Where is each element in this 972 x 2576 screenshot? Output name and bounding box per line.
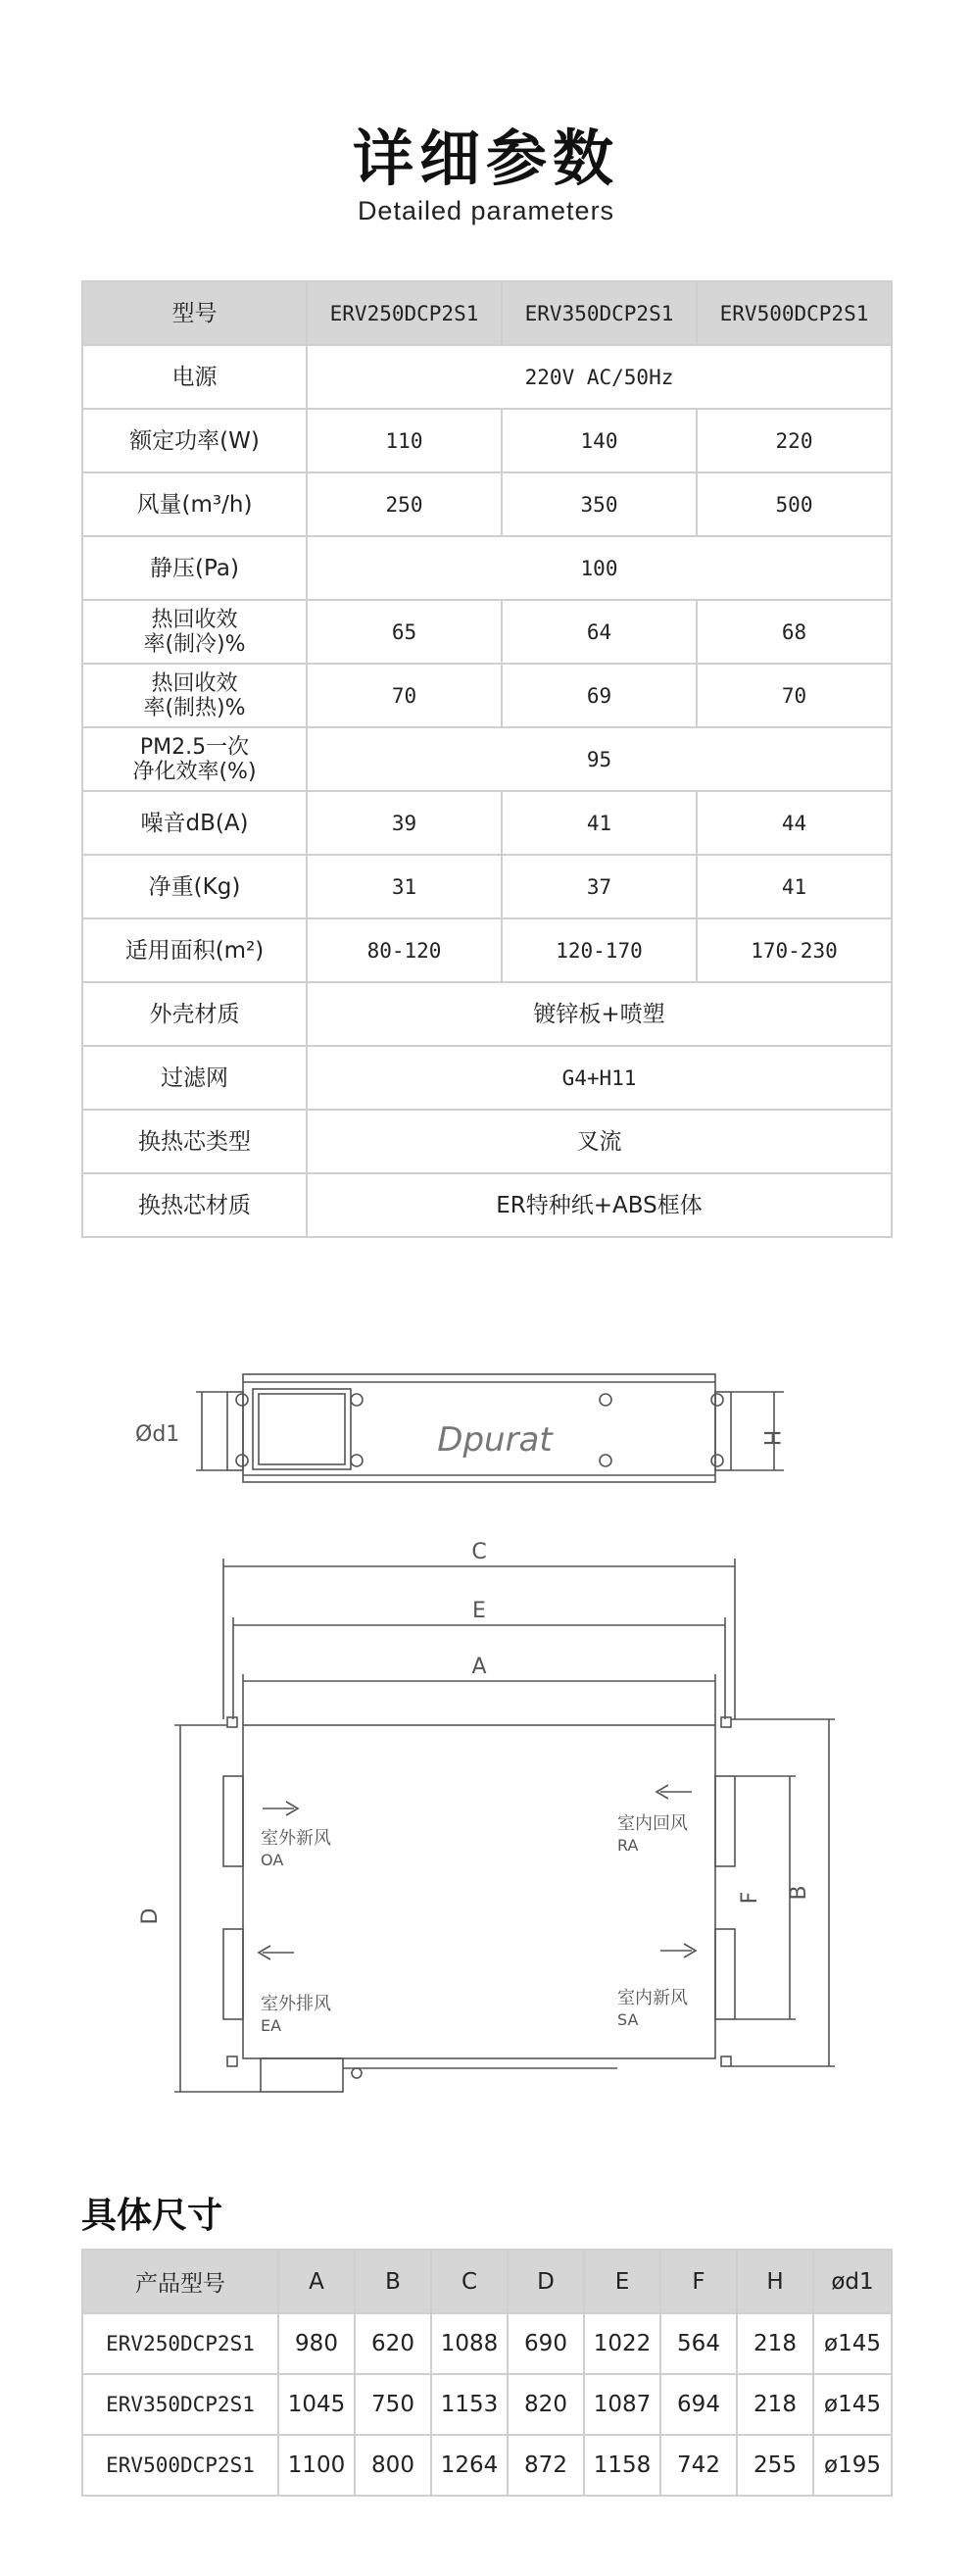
table-row — [82, 2313, 892, 2374]
spec-value: 95 — [307, 727, 892, 791]
dim-header: B — [355, 2250, 431, 2313]
spec-value: 31 — [307, 855, 502, 918]
model-header: ERV250DCP2S1 — [307, 281, 502, 345]
spec-value: 70 — [697, 664, 892, 727]
dim-value: 1087 — [584, 2374, 660, 2435]
spec-value: 220 — [697, 409, 892, 472]
spec-label: 静压(Pa) — [82, 536, 307, 600]
dim-value: 1022 — [584, 2313, 660, 2374]
spec-row-heat-recovery-cooling — [82, 600, 892, 664]
ra-label: 室内回风 — [617, 1813, 688, 1834]
table-row — [82, 2374, 892, 2435]
filter-hatch — [253, 1389, 351, 1469]
dim-value: 1088 — [431, 2313, 508, 2374]
h-label: H — [758, 1429, 783, 1447]
oa-label: 室外新风 — [261, 1828, 331, 1849]
sa-code: SA — [617, 2010, 639, 2029]
dim-model: ERV250DCP2S1 — [82, 2313, 278, 2374]
dim-value: 820 — [508, 2374, 584, 2435]
spec-value: 120-170 — [502, 918, 697, 982]
dim-header: E — [584, 2250, 660, 2313]
spec-label: 过滤网 — [82, 1046, 307, 1110]
spec-value: 41 — [697, 855, 892, 918]
dim-header: A — [278, 2250, 355, 2313]
spec-value: 80-120 — [307, 918, 502, 982]
spec-label — [82, 600, 307, 664]
dim-value: 1264 — [431, 2435, 508, 2496]
dim-value: 1158 — [584, 2435, 660, 2496]
spec-table — [81, 280, 893, 1238]
dim-header: D — [508, 2250, 584, 2313]
spec-label-line: 热回收效 — [151, 607, 238, 632]
dim-header: H — [737, 2250, 813, 2313]
spec-row-pm25 — [82, 727, 892, 791]
dim-value: 872 — [508, 2435, 584, 2496]
spec-row-noise — [82, 791, 892, 855]
spec-value: 镀锌板+喷塑 — [307, 982, 892, 1046]
ra-code: RA — [617, 1836, 639, 1855]
spec-value: 250 — [307, 472, 502, 536]
spec-label — [82, 664, 307, 727]
spec-value: 叉流 — [307, 1110, 892, 1173]
dimensions-header-row — [82, 2250, 892, 2313]
spec-row-shell-material — [82, 982, 892, 1046]
d-label: D — [138, 1907, 163, 1925]
spec-corner-cell: 型号 — [82, 281, 307, 345]
dim-value: 750 — [355, 2374, 431, 2435]
spec-value: 100 — [307, 536, 892, 600]
spec-value: 68 — [697, 600, 892, 664]
spec-row-power-supply — [82, 345, 892, 409]
spec-value: 350 — [502, 472, 697, 536]
spec-row-rated-power — [82, 409, 892, 472]
spec-value: 65 — [307, 600, 502, 664]
spec-value: 140 — [502, 409, 697, 472]
sa-label: 室内新风 — [617, 1988, 688, 2008]
c-label: C — [471, 1540, 487, 1564]
dim-value: 690 — [508, 2313, 584, 2374]
spec-row-core-material — [82, 1173, 892, 1237]
spec-value: 64 — [502, 600, 697, 664]
page-title: 详细参数 — [352, 123, 619, 194]
spec-label-line: 净化效率(%) — [132, 759, 257, 784]
arrow-right-icon — [660, 1944, 696, 1957]
a-label: A — [471, 1655, 487, 1679]
technical-drawing — [0, 1343, 972, 2147]
d1-label: Ød1 — [135, 1422, 180, 1447]
port-oa — [223, 1776, 243, 1866]
dim-header: 产品型号 — [82, 2250, 278, 2313]
oa-code: OA — [261, 1851, 284, 1869]
port-sa — [715, 1929, 735, 2019]
spec-label: 换热芯材质 — [82, 1173, 307, 1237]
spec-row-weight — [82, 855, 892, 918]
spec-label-line: 率(制冷)% — [143, 631, 246, 657]
model-header: ERV500DCP2S1 — [697, 281, 892, 345]
port-ea — [223, 1929, 243, 2019]
dim-value: 620 — [355, 2313, 431, 2374]
dim-header: F — [660, 2250, 737, 2313]
f-label: F — [738, 1891, 762, 1905]
dimensions-table — [81, 2249, 893, 2497]
dim-value: 1153 — [431, 2374, 508, 2435]
spec-label: 噪音dB(A) — [82, 791, 307, 855]
spec-row-static-pressure — [82, 536, 892, 600]
arrow-right-icon — [263, 1802, 298, 1815]
dim-value: 218 — [737, 2374, 813, 2435]
dimensions-title: 具体尺寸 — [81, 2196, 223, 2236]
spec-row-airflow — [82, 472, 892, 536]
spec-value: 220V AC/50Hz — [307, 345, 892, 409]
dim-header: ød1 — [813, 2250, 892, 2313]
b-label: B — [787, 1885, 811, 1901]
spec-value: 170-230 — [697, 918, 892, 982]
spec-label-line: 热回收效 — [151, 670, 238, 696]
spec-value: ER特种纸+ABS框体 — [307, 1173, 892, 1237]
dim-value: 980 — [278, 2313, 355, 2374]
spec-value: 44 — [697, 791, 892, 855]
dim-value: 218 — [737, 2313, 813, 2374]
port-ra — [715, 1776, 735, 1866]
ea-code: EA — [261, 2016, 282, 2035]
arrow-left-icon — [259, 1946, 294, 1959]
spec-row-heat-recovery-heating — [82, 664, 892, 727]
spec-value: 39 — [307, 791, 502, 855]
spec-value: 37 — [502, 855, 697, 918]
dim-value: 255 — [737, 2435, 813, 2496]
spec-label: 净重(Kg) — [82, 855, 307, 918]
dim-value: ø145 — [813, 2313, 892, 2374]
spec-label: 换热芯类型 — [82, 1110, 307, 1173]
dim-value: 564 — [660, 2313, 737, 2374]
spec-value: 70 — [307, 664, 502, 727]
dim-value: ø195 — [813, 2435, 892, 2496]
spec-label: 外壳材质 — [82, 982, 307, 1046]
brand-logo: Dpurat — [437, 1420, 553, 1460]
dim-value: 742 — [660, 2435, 737, 2496]
spec-label-line: PM2.5一次 — [139, 734, 250, 760]
spec-value: 110 — [307, 409, 502, 472]
dim-value: ø145 — [813, 2374, 892, 2435]
spec-value: 500 — [697, 472, 892, 536]
dim-model: ERV500DCP2S1 — [82, 2435, 278, 2496]
spec-label: 额定功率(W) — [82, 409, 307, 472]
spec-row-filter — [82, 1046, 892, 1110]
e-label: E — [472, 1599, 486, 1623]
spec-value: 41 — [502, 791, 697, 855]
spec-label — [82, 727, 307, 791]
model-header: ERV350DCP2S1 — [502, 281, 697, 345]
arrow-left-icon — [656, 1785, 692, 1799]
dim-value: 1100 — [278, 2435, 355, 2496]
dim-header: C — [431, 2250, 508, 2313]
table-row — [82, 2435, 892, 2496]
spec-label: 适用面积(m²) — [82, 918, 307, 982]
spec-row-core-type — [82, 1110, 892, 1173]
dim-value: 800 — [355, 2435, 431, 2496]
dim-value: 694 — [660, 2374, 737, 2435]
drain-outlet — [261, 2058, 343, 2092]
spec-row-area — [82, 918, 892, 982]
spec-label: 风量(m³/h) — [82, 472, 307, 536]
spec-label: 电源 — [82, 345, 307, 409]
spec-header-row — [82, 281, 892, 345]
dim-value: 1045 — [278, 2374, 355, 2435]
spec-value: G4+H11 — [307, 1046, 892, 1110]
dim-model: ERV350DCP2S1 — [82, 2374, 278, 2435]
page-subtitle: Detailed parameters — [357, 196, 615, 225]
spec-label-line: 率(制热)% — [143, 695, 246, 720]
ea-label: 室外排风 — [261, 1994, 331, 2014]
spec-value: 69 — [502, 664, 697, 727]
